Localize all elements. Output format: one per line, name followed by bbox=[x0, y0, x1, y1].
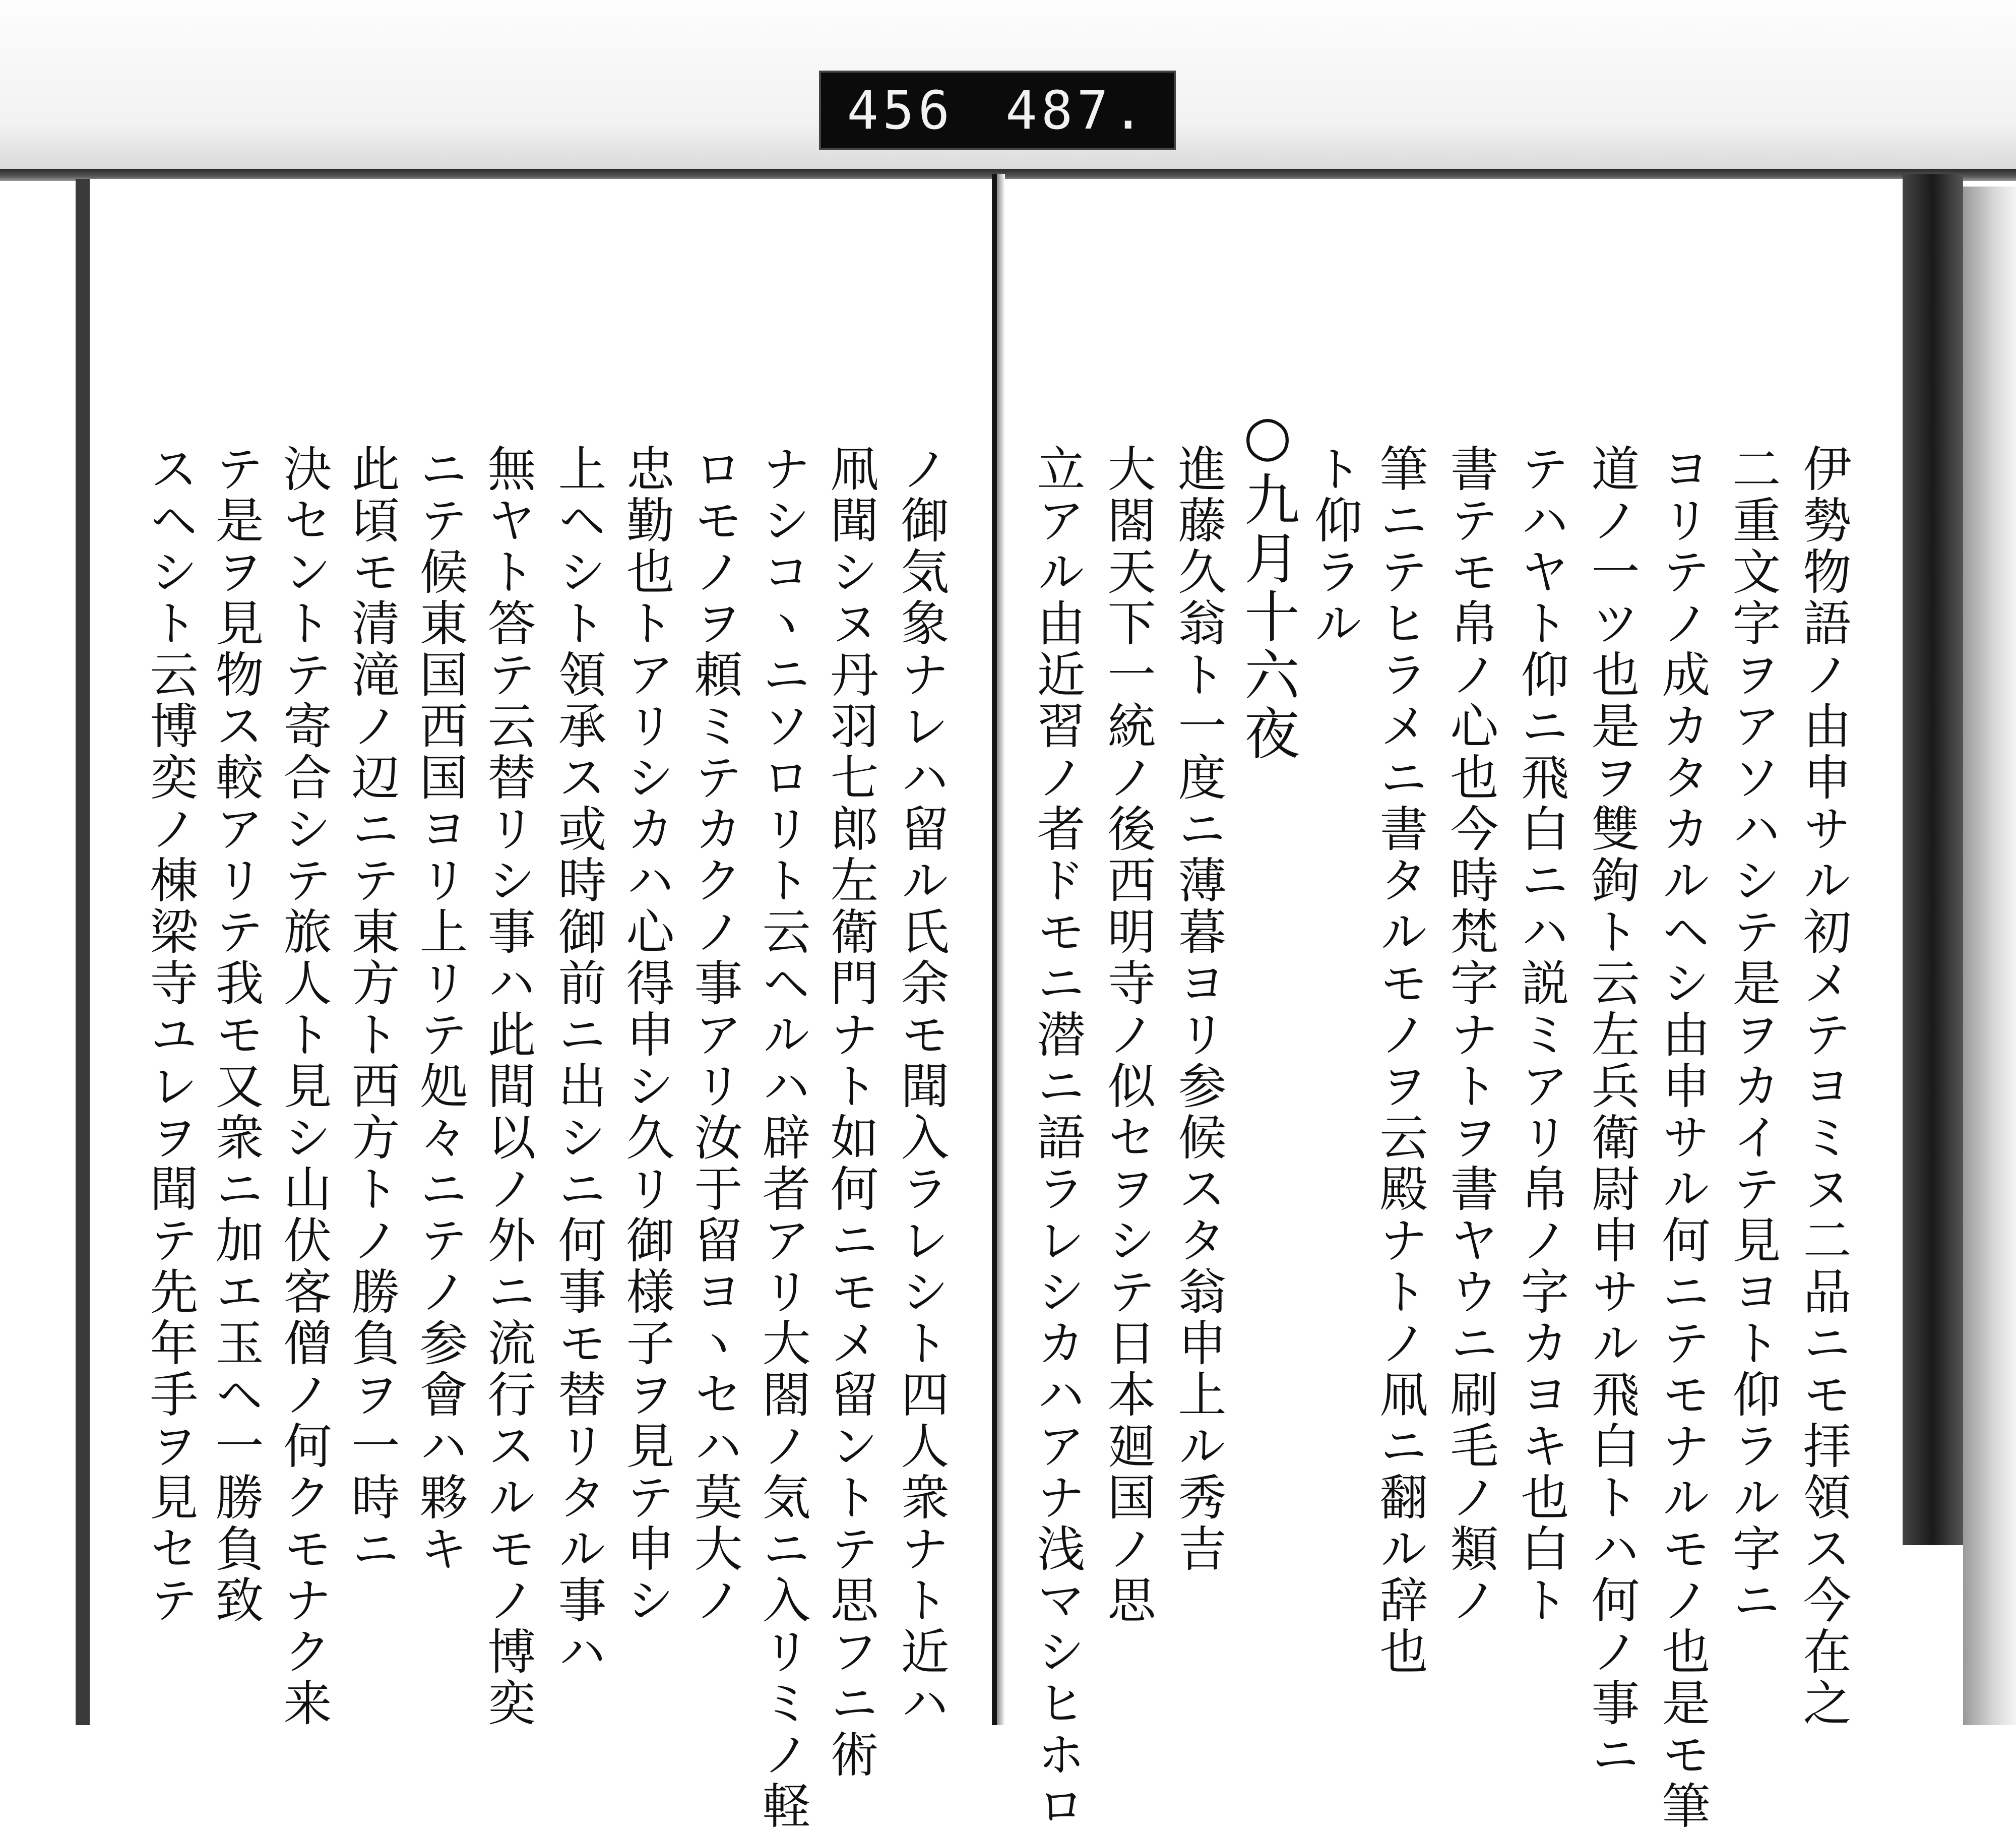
right-page-column-3: ヨリテノ成カタカルヘシ由申サル何ニテモナルモノ也是モ筆 bbox=[1654, 444, 1711, 1832]
right-page-column-8: ト仰ラル bbox=[1306, 444, 1363, 649]
right-page-column-5: テハヤト仰ニ飛白ニハ説ミアリ帛ノ字カヨキ也白ト bbox=[1513, 444, 1569, 1626]
left-page-column-11: テ是ヲ見物ス較アリテ我モ又衆ニ加エ玉ヘ一勝負致 bbox=[208, 444, 264, 1626]
frame-number-label bbox=[819, 71, 1176, 150]
frame-number-right: 487. bbox=[1005, 80, 1148, 141]
left-page-column-5: 忠勤也トアリシカハ心得申シ久リ御様子ヲ見テ申シ bbox=[618, 444, 675, 1626]
left-page-column-9: 此頃モ清滝ノ辺ニテ東方ト西方トノ勝負ヲ一時ニ bbox=[344, 444, 400, 1575]
left-page-column-1: ノ御気象ナレハ留ル氏余モ聞入ラレシト四人衆ナト近ハ bbox=[893, 444, 950, 1729]
left-page-column-10: 決セントテ寄合シテ旅人ト見シ山伏客僧ノ何クモナク来 bbox=[276, 444, 332, 1729]
left-page-column-12: スヘシト云博奕ノ棟梁寺ユレヲ聞テ先年手ヲ見セテ bbox=[142, 444, 199, 1626]
book-gutter bbox=[992, 174, 997, 1725]
left-page-column-3: ナシコヽニソロリト云ヘルハ辟者アリ大閤ノ気ニ入リミノ軽 bbox=[754, 444, 811, 1832]
right-page-column-11: 大閤天下一統ノ後西明寺ノ似セヲシテ日本廻国ノ思 bbox=[1100, 444, 1156, 1626]
section-heading-kugatsu-izayoi: ○九月十六夜 bbox=[1235, 403, 1300, 763]
right-page-column-7: 筆ニテヒラメニ書タルモノヲ云殿ナトノ凧ニ翻ル辞也 bbox=[1372, 444, 1428, 1678]
right-page-column-12: 立アル由近習ノ者ドモニ潜ニ語ラレシカハアナ浅マシヒホロ bbox=[1029, 444, 1086, 1832]
left-page-column-2: 凧聞シヌ丹羽七郎左衛門ナト如何ニモメ留ントテ思フニ術 bbox=[823, 444, 879, 1781]
book-right-edge bbox=[1903, 174, 1963, 1545]
left-page-column-4: ロモノヲ頼ミテカクノ事アリ汝于留ヨヽセハ莫大ノ bbox=[686, 444, 743, 1626]
left-page-column-6: 上ヘシト領承ス或時御前ニ出シニ何事モ替リタル事ハ bbox=[550, 444, 607, 1678]
left-page-column-8: ニテ候東国西国ヨリ上リテ処々ニテノ参會ハ夥キ bbox=[412, 444, 468, 1575]
left-page-column-7: 無ヤト答テ云替リシ事ハ此間以ノ外ニ流行スルモノ博奕 bbox=[480, 444, 536, 1729]
right-page-column-4: 道ノ一ツ也是ヲ雙鉤ト云左兵衛尉申サル飛白トハ何ノ事ニ bbox=[1584, 444, 1640, 1781]
frame-number-left: 456 bbox=[847, 80, 954, 141]
book-right-shadow bbox=[1963, 187, 2016, 1725]
right-page-column-6: 書テモ帛ノ心也今時梵字ナトヲ書ヤウニ刷毛ノ類ノ bbox=[1442, 444, 1499, 1626]
right-page-column-10: 進藤久翁ト一度ニ薄暮ヨリ参候スタ翁申上ル秀吉 bbox=[1170, 444, 1227, 1575]
right-page-column-1: 伊勢物語ノ由申サル初メテヨミヌ二品ニモ拝領ス今在之 bbox=[1795, 444, 1852, 1729]
gutter-shadow bbox=[997, 174, 1005, 1725]
right-page-column-2: 二重文字ヲアソハシテ是ヲカイテ見ヨト仰ラル字ニ bbox=[1725, 444, 1781, 1626]
